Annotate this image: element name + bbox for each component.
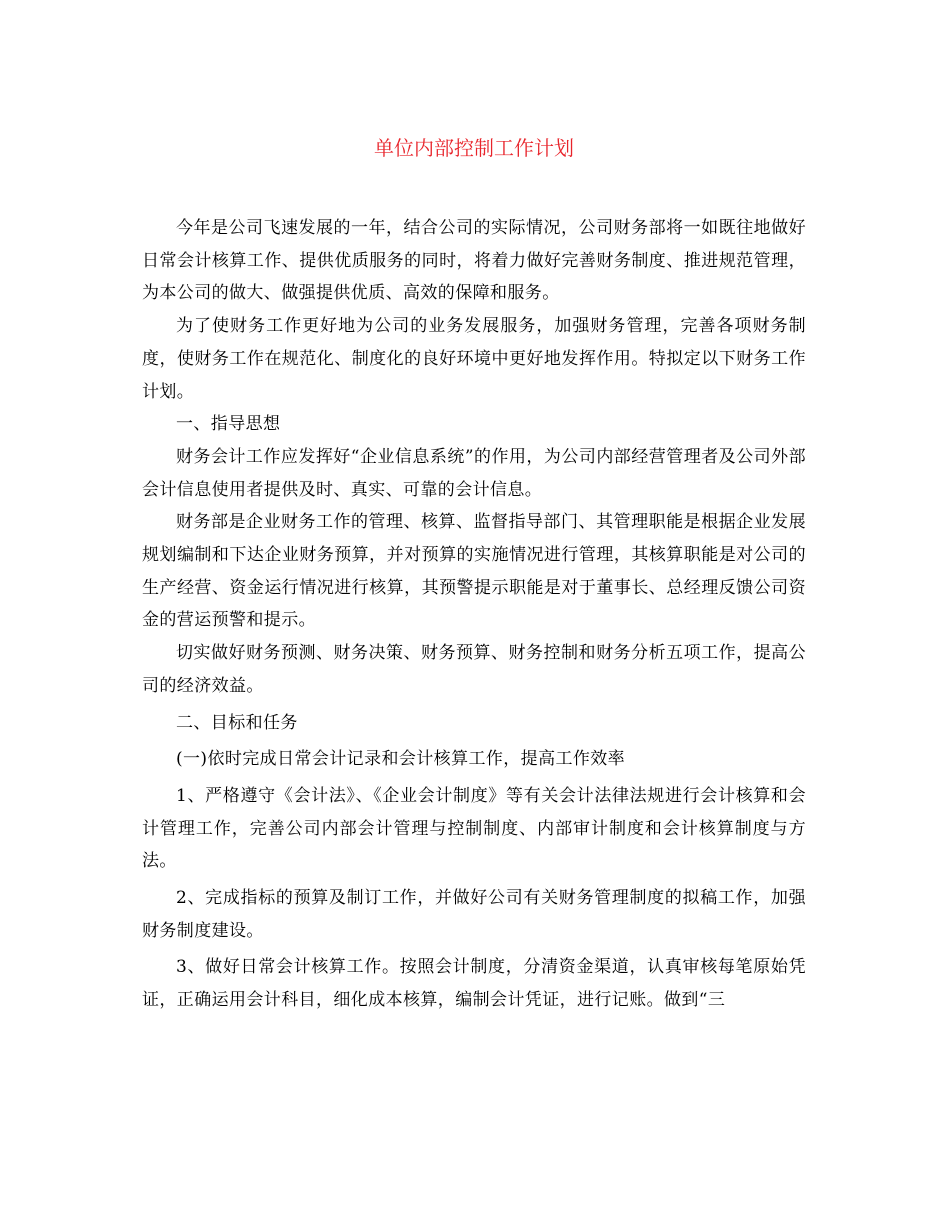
document-title: 单位内部控制工作计划 [374, 136, 574, 160]
list-item-3: 3、做好日常会计核算工作。按照会计制度，分清资金渠道，认真审核每笔原始凭证，正确运用会计科目，细化成本核算，编制会计凭证，进行记账。做到“三 [142, 957, 806, 1011]
paragraph-five-tasks: 切实做好财务预测、财务决策、财务预算、财务控制和财务分析五项工作，提高公司的经济效益。 [142, 643, 806, 696]
list-item-1: 1、严格遵守《会计法》、《企业会计制度》等有关会计法律法规进行会计核算和会计管理工作，完善公司内部会计管理与控制制度、内部审计制度和会计核算制度与方法。 [142, 785, 806, 872]
section-heading-goals: 二、目标和任务 [176, 712, 298, 733]
subsection-heading-daily-accounting: (一)依时完成日常会计记录和会计核算工作，提高工作效率 [176, 749, 626, 770]
paragraph-intro: 今年是公司飞速发展的一年，结合公司的实际情况，公司财务部将一如既往地做好日常会计核算工作、提供优质服务的同时，将着力做好完善财务制度、推进规范管理，为本公司的做大、做强提供优质、高效的保障和服务。 [142, 218, 806, 304]
section-heading-guiding-idea: 一、指导思想 [176, 414, 281, 435]
document-page [142, 128, 806, 1017]
paragraph-finance-dept-role: 财务部是企业财务工作的管理、核算、监督指导部门、其管理职能是根据企业发展规划编制和下达企业财务预算，并对预算的实施情况进行管理，其核算职能是对公司的生产经营、资金运行情况进行核算，其预警提示职能是对于董事长、总经理反馈公司资金的营运预警和提示。 [142, 512, 806, 631]
paragraph-info-system: 财务会计工作应发挥好“企业信息系统”的作用，为公司内部经营管理者及公司外部会计信息使用者提供及时、真实、可靠的会计信息。 [142, 446, 806, 500]
paragraph-purpose: 为了使财务工作更好地为公司的业务发展服务，加强财务管理，完善各项财务制度，使财务工作在规范化、制度化的良好环境中更好地发挥作用。特拟定以下财务工作计划。 [142, 316, 806, 402]
list-item-2: 2、完成指标的预算及制订工作，并做好公司有关财务管理制度的拟稿工作，加强财务制度建设。 [142, 888, 806, 941]
